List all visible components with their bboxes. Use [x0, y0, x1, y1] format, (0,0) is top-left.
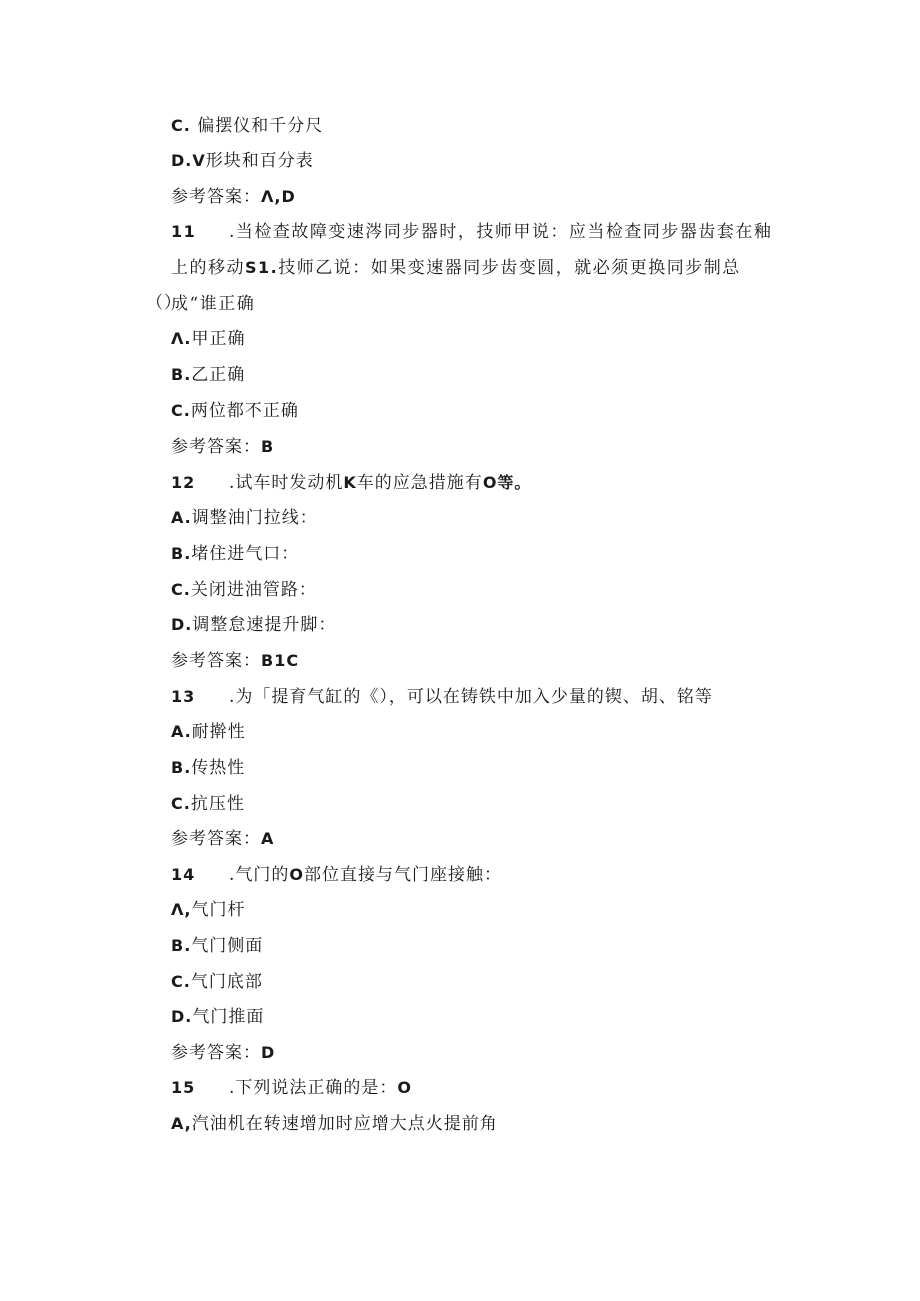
option-line: A.调整油门拉线：	[171, 508, 318, 528]
question-14: 14 .气门的O部位直接与气门座接触：	[171, 865, 503, 885]
option-line: D.调整怠速提升脚：	[171, 615, 337, 635]
question-12: 12 .试车时发动机K车的应急措施有O等。	[171, 473, 532, 493]
answer-line: 参考答案：B	[171, 437, 275, 457]
option-line: C. 偏摆仪和千分尺	[171, 116, 324, 136]
option-line: B.堵住进气口：	[171, 544, 300, 564]
option-line: Λ,气门杆	[171, 900, 246, 920]
option-line: A.耐擀性	[171, 722, 246, 742]
option-line: B.乙正确	[171, 365, 246, 385]
answer-line: 参考答案：B1C	[171, 651, 300, 671]
option-line: C.关闭进油管路：	[171, 580, 317, 600]
option-line: C.两位都不正确	[171, 401, 299, 421]
answer-line: 参考答案：D	[171, 1043, 276, 1063]
option-line: D.气门推面	[171, 1007, 265, 1027]
option-line: D.V形块和百分表	[171, 151, 314, 171]
option-line: B.传热性	[171, 758, 246, 778]
option-line: B.气门侧面	[171, 936, 264, 956]
question-11: 11 .当检查故障变速涔同步器时，技师甲说：应当检查同步器齿套在釉上的移动S1.技师乙说：如果变速器同步齿变圆，就必须更换同步制总成“谁正确	[171, 222, 773, 314]
option-line: C.抗压性	[171, 794, 245, 814]
question-15: 15 .下列说法正确的是：O	[171, 1078, 413, 1098]
option-line: A,汽油机在转速增加时应增大点火提前角	[171, 1114, 498, 1134]
answer-line: 参考答案：Λ,D	[171, 187, 296, 207]
answer-line: 参考答案：A	[171, 829, 275, 849]
option-line: C.气门底部	[171, 972, 263, 992]
question-11-paren: （）	[146, 293, 182, 313]
question-13: 13 .为「提育气缸的《），可以在铸铁中加入少量的锲、胡、铭等	[171, 687, 713, 707]
option-line: Λ.甲正确	[171, 329, 246, 349]
